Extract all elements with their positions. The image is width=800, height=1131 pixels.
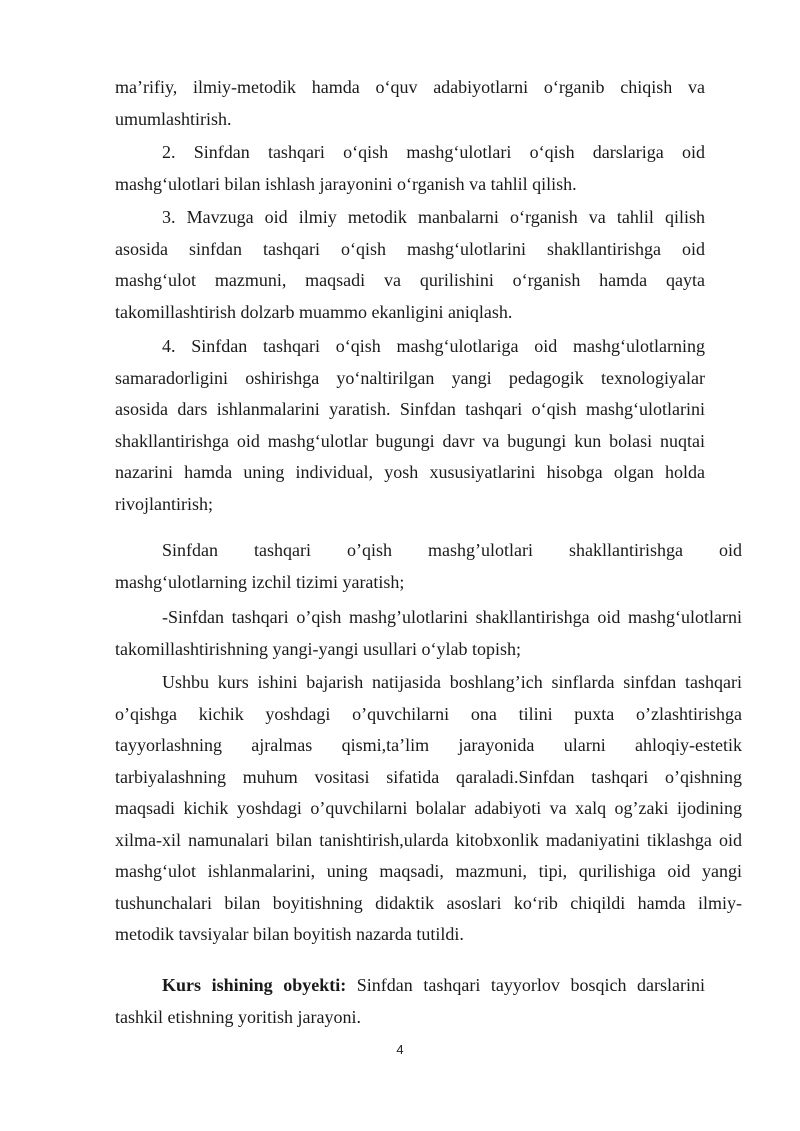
- text-line: metodik tavsiyalar bilan boyitish nazarda tutildi.: [115, 924, 464, 944]
- text-line: mashg‘ulotlarning izchil tizimi yaratish;: [115, 571, 405, 592]
- text-line: o’qishga kichik yoshdagi o’quvchilarni ona tilini puxta o’zlashtirishga: [115, 703, 742, 724]
- paragraph-item-3: [115, 202, 705, 328]
- text-line: ma’rifiy, ilmiy-metodik hamda o‘quv adabiyotlarni o‘rganib chiqish va: [115, 77, 705, 97]
- text-line: Ushbu kurs ishini bajarish natijasida boshlang’ich sinflarda sinfdan tashqari: [162, 672, 742, 692]
- text-line: shakllantirishga oid mashg‘ulotlar bugungi davr va bugungi kun bolasi nuqtai: [115, 430, 705, 451]
- paragraph-methods: [115, 602, 742, 665]
- text-fragment: Sinfdan tashqari tayyorlov bosqich darslarini: [346, 975, 706, 995]
- page-number: 4: [396, 1042, 404, 1057]
- text-line: mashg‘ulotlari bilan ishlash jarayonini o‘rganish va tahlil qilish.: [115, 173, 577, 194]
- text-line: tayyorlashning ajralmas qismi,ta’lim jarayonida ularni ahloqiy-estetik: [115, 735, 742, 755]
- text-line: tashkil etishning yoritish jarayoni.: [115, 1006, 361, 1027]
- text-line: xilma-xil namunalari bilan tanishtirish,ularda kitobxonlik madaniyatini tiklashga oid: [115, 829, 742, 850]
- text-line: 2. Sinfdan tashqari o‘qish mashg‘ulotlari o‘qish darslariga oid: [162, 142, 705, 162]
- text-line: asosida sinfdan tashqari o‘qish mashg‘ulotlarini shakllantirishga oid: [115, 238, 705, 259]
- text-line: 4. Sinfdan tashqari o‘qish mashg‘ulotlariga oid mashg‘ulotlarning: [162, 336, 705, 356]
- text-line: 3. Mavzuga oid ilmiy metodik manbalarni o‘rganish va tahlil qilish: [162, 207, 705, 227]
- text-line: rivojlantirish;: [115, 493, 213, 514]
- text-line: asosida dars ishlanmalarini yaratish. Sinfdan tashqari o‘qish mashg‘ulotlarini: [115, 399, 705, 419]
- text-line: mashg‘ulot ishlanmalarini, uning maqsadi, mazmuni, tipi, qurilishiga oid yangi: [115, 861, 742, 881]
- text-line: takomillashtirishning yangi-yangi usullari o‘ylab topish;: [115, 638, 521, 659]
- text-line: maqsadi kichik yoshdagi o’quvchilarni bolalar adabiyoti va xalq og’zaki ijodining: [115, 798, 742, 818]
- text-line: umumlashtirish.: [115, 108, 232, 129]
- text-line: [115, 970, 705, 1002]
- text-line: takomillashtirish dolzarb muammo ekanligini aniqlash.: [115, 301, 513, 322]
- text-line: tarbiyalashning muhum vositasi sifatida qaraladi.Sinfdan tashqari o’qishning: [115, 766, 742, 787]
- section-heading-course-object: Kurs ishining obyekti:: [162, 975, 347, 995]
- text-line: Sinfdan tashqari o’qish mashg’ulotlari shakllantirishga oid: [162, 540, 742, 560]
- text-line: tushunchalari bilan boyitishning didaktik asoslari ko‘rib chiqildi hamda ilmiy-: [115, 892, 742, 913]
- text-line: nazarini hamda uning individual, yosh xususiyatlarini hisobga olgan holda: [115, 462, 705, 482]
- paragraph-course-object: [115, 970, 705, 1033]
- text-line: mashg‘ulot mazmuni, maqsadi va qurilishini o‘rganish hamda qayta: [115, 270, 705, 290]
- paragraph-item-4: [115, 331, 705, 520]
- paragraph-system: [115, 535, 742, 598]
- text-line: samaradorligini oshirishga yo‘naltirilgan yangi pedagogik texnologiyalar: [115, 367, 705, 388]
- paragraph-results: [115, 667, 742, 951]
- paragraph-item-2: [115, 137, 705, 200]
- text-line: -Sinfdan tashqari o’qish mashg’ulotlarini shakllantirishga oid mashg‘ulotlarni: [162, 607, 742, 627]
- paragraph-intro-continuation: [115, 72, 705, 135]
